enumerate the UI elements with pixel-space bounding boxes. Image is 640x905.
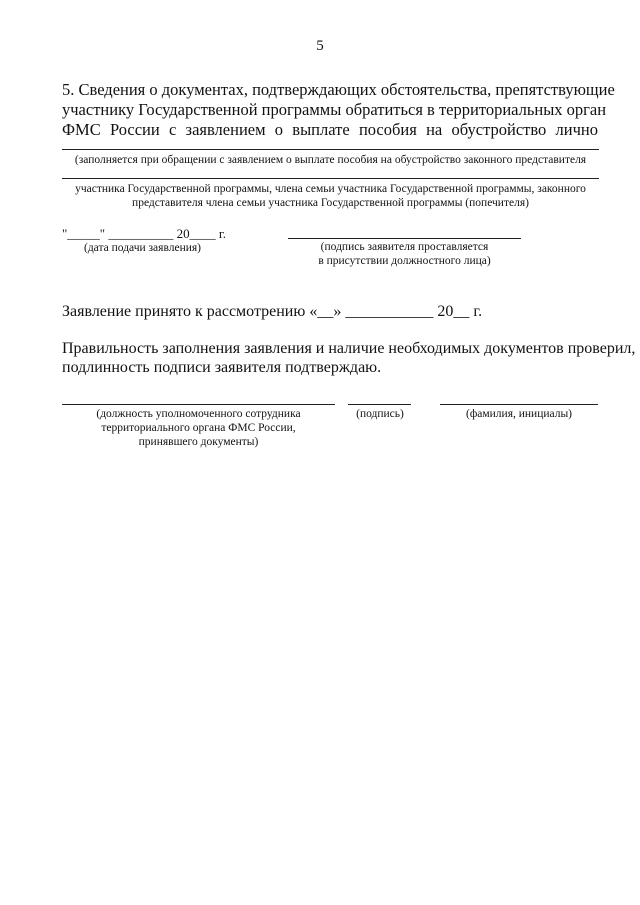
accepted-statement: Заявление принято к рассмотрению «__» ___________ 20__ г. xyxy=(62,303,483,320)
section-5-line-1: 5. Сведения о документах, подтверждающих обстоятельства, препятствующие xyxy=(62,80,615,99)
application-date-field[interactable]: "_____" __________ 20____ г. xyxy=(62,226,226,241)
applicant-signature-line[interactable] xyxy=(288,238,521,239)
verification-line-1: Правильность заполнения заявления и наличие необходимых документов проверил, xyxy=(62,340,636,357)
note-1: (заполняется при обращении с заявлением о выплате пособия на обустройство законного представителя xyxy=(74,154,587,166)
official-name-caption: (фамилия, инициалы) xyxy=(465,408,573,420)
verification-line-2: подлинность подписи заявителя подтверждаю. xyxy=(62,359,382,376)
section-5-paragraph xyxy=(62,80,615,140)
date-caption: (дата подачи заявления) xyxy=(84,242,201,254)
official-signature-caption: (подпись) xyxy=(356,408,404,420)
position-caption-2: территориального органа ФМС России, xyxy=(101,422,296,434)
fill-line-2[interactable] xyxy=(62,178,599,179)
official-position-line[interactable] xyxy=(62,404,335,405)
position-caption-3: принявшего документы) xyxy=(138,436,259,448)
page-number: 5 xyxy=(316,38,324,54)
section-5-line-3: ФМС России с заявлением о выплате пособия на обустройство лично xyxy=(62,120,598,139)
signature-caption-2: в присутствии должностного лица) xyxy=(318,255,491,267)
section-5-line-2: участнику Государственной программы обратиться в территориальных орган xyxy=(62,100,607,119)
official-signature-line[interactable] xyxy=(348,404,411,405)
fill-line-1[interactable] xyxy=(62,149,599,150)
signature-caption-1: (подпись заявителя проставляется xyxy=(320,241,489,253)
position-caption-1: (должность уполномоченного сотрудника xyxy=(96,408,301,420)
note-2-line-1: участника Государственной программы, члена семьи участника Государственной программы, законного xyxy=(75,183,586,195)
official-name-line[interactable] xyxy=(440,404,598,405)
note-2-line-2: представителя члена семьи участника Государственной программы (попечителя) xyxy=(132,197,529,209)
